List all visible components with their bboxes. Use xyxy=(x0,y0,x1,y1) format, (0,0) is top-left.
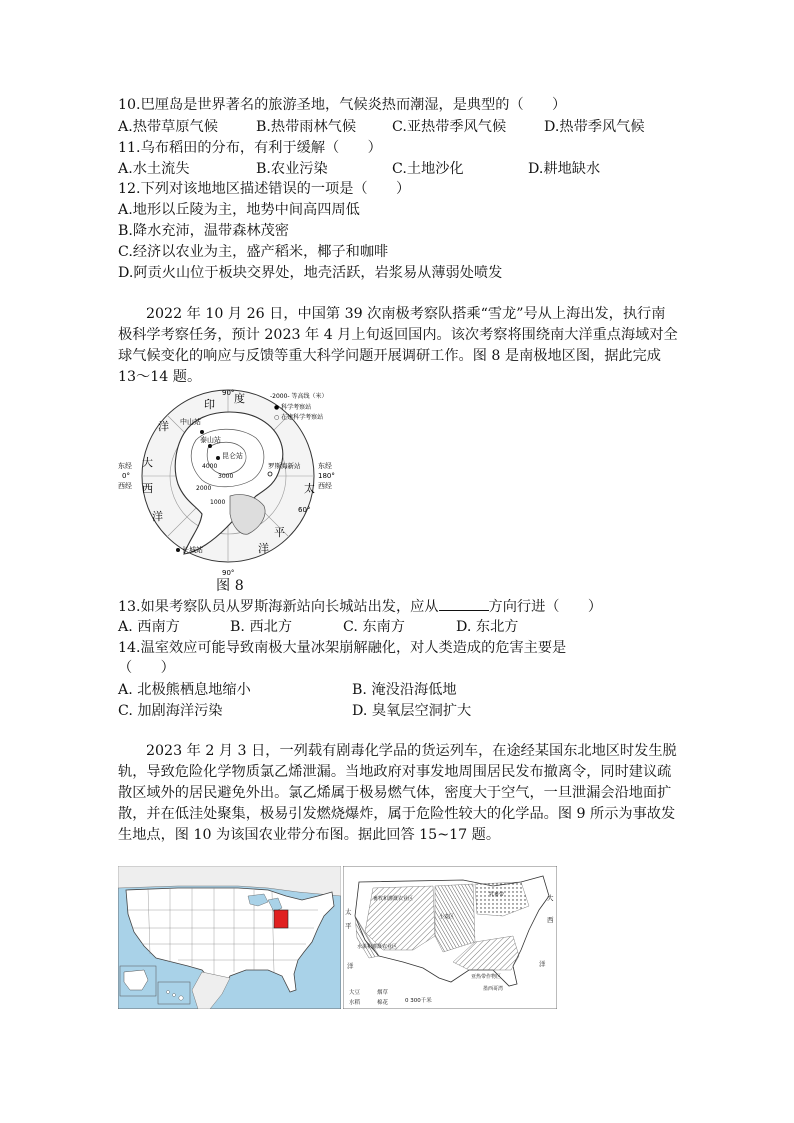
q14-option-d: D. 臭氧层空洞扩大 xyxy=(352,703,472,719)
contour-4000: 4000 xyxy=(202,463,218,470)
q14-stem: 14.温室效应可能导致南极大量冰架崩解融化，对人类造成的危害主要是 xyxy=(118,640,567,656)
contour-2000: 2000 xyxy=(196,485,212,492)
usa-states-map xyxy=(118,866,341,1009)
agri-label-dairy: 乳畜带 xyxy=(489,892,505,898)
q11-option-d: D.耕地缺水 xyxy=(528,161,601,177)
agri-ocean-yang-w: 洋 xyxy=(347,962,354,970)
agri-label-fruit: 水果和灌溉农业区 xyxy=(357,944,398,950)
legend-tobacco: 烟草 xyxy=(377,990,389,996)
agri-ocean-da: 大 xyxy=(547,894,554,902)
q10-stem: 10.巴厘岛是世界著名的旅游圣地，气候炎热而潮湿，是典型的（ ） xyxy=(118,97,567,113)
ocean-tai: 太 xyxy=(304,482,315,495)
passage-derailment: 2023 年 2 月 3 日，一列载有剧毒化学品的货运列车，在途经某国东北地区时发生脱轨，导致危险化学物质氯乙烯泄漏。当地政府对事发地周围居民发布撤离令，同时建议疏散区域外的居民避免外出。氯乙烯属于极易燃气体，密度大于空气，一旦泄漏会沿地面扩散，并在低洼处聚集，极易引发燃烧爆炸，属于危险性较大的化学品。图 9 所示为事故发生地点，图 10 为该国农业带分布图。据此回答 15~17 题。 xyxy=(118,743,677,843)
q12-option-d: D.阿贡火山位于板块交界处，地壳活跃，岩浆易从薄弱处喷发 xyxy=(118,265,503,281)
legend-station: ● 科学考察站 xyxy=(274,404,312,411)
q12-option-c: C.经济以农业为主，盛产稻米，椰子和咖啡 xyxy=(118,244,389,260)
agri-ocean-yang-e: 洋 xyxy=(539,960,546,968)
label-west-right: 西经 xyxy=(318,482,332,490)
agri-label-ranching: 畜牧和灌溉农业区 xyxy=(373,896,414,902)
station-changcheng: 长城站 xyxy=(182,546,203,554)
ohio-accident-state xyxy=(274,910,288,928)
q12-option-a: A.地形以丘陵为主，地势中间高四周低 xyxy=(118,202,360,218)
label-west-left: 西经 xyxy=(118,482,132,490)
label-90-top: 90° xyxy=(222,389,235,397)
antarctica-map xyxy=(118,388,358,578)
q14-paren: （ ） xyxy=(118,660,175,676)
ocean-ping: 平 xyxy=(274,526,285,539)
q13-stem xyxy=(118,596,602,617)
agri-label-subtropical: 亚热带作物区 xyxy=(471,974,502,980)
contour-3000: 3000 xyxy=(218,473,234,480)
q12-stem: 12.下列对该地地区描述错误的一项是（ ） xyxy=(118,181,411,197)
agri-label-gulf: 墨西哥湾 xyxy=(483,986,504,992)
contour-1000: 1000 xyxy=(210,499,226,506)
legend-cotton: 棉花 xyxy=(377,1000,389,1006)
ocean-da: 大 xyxy=(142,456,153,469)
q13-option-a: A. 西南方 xyxy=(118,619,180,635)
ocean-yang-3: 洋 xyxy=(258,542,269,555)
q13-stem-b: 方向行进（ ） xyxy=(488,599,603,615)
q10-option-a: A.热带草原气候 xyxy=(118,119,218,135)
q12-option-b: B.降水充沛，温带森林茂密 xyxy=(118,223,289,239)
ocean-yang-1: 洋 xyxy=(158,420,169,433)
q11-option-b: B.农业污染 xyxy=(256,161,328,177)
label-90-bottom: 90° xyxy=(222,569,235,577)
agri-ocean-ping: 平 xyxy=(345,922,352,930)
ocean-xi: 西 xyxy=(142,482,153,495)
q11-stem: 11.乌布稻田的分布，有利于缓解（ ） xyxy=(118,140,382,156)
q14-option-c: C. 加剧海洋污染 xyxy=(118,703,223,719)
label-60: 60° xyxy=(298,506,311,514)
label-0: 0° xyxy=(122,472,130,480)
q10-option-d: D.热带季风气候 xyxy=(544,119,645,135)
agri-ocean-xi: 西 xyxy=(547,916,554,924)
q10-option-b: B.热带雨林气候 xyxy=(256,119,357,135)
agri-label-wheat: 小麦区 xyxy=(439,914,455,920)
ocean-yang-2: 洋 xyxy=(152,510,163,523)
q11-option-c: C.土地沙化 xyxy=(392,161,464,177)
label-180: 180° xyxy=(318,472,335,480)
figure-8-caption: 图 8 xyxy=(216,578,244,594)
usa-agriculture-map xyxy=(343,866,557,1009)
ocean-yin: 印 xyxy=(204,398,215,411)
q13-option-d: D. 东北方 xyxy=(456,619,519,635)
station-kunlun: 昆仑站 xyxy=(222,452,243,460)
legend-contour: -2000- 等高线（米） xyxy=(270,393,328,400)
q11-option-a: A.水土流失 xyxy=(118,161,190,177)
label-east-right: 东经 xyxy=(318,462,332,470)
ocean-du: 度 xyxy=(234,392,245,405)
legend-rice: 水稻 xyxy=(349,1000,361,1006)
q14-option-a: A. 北极熊栖息地缩小 xyxy=(118,682,251,698)
station-ross-sea: 罗斯海新站 xyxy=(268,462,301,470)
q10-option-c: C.亚热带季风气候 xyxy=(392,119,507,135)
agri-scale: 0 300千米 xyxy=(405,998,432,1004)
q13-stem-a: 13.如果考察队员从罗斯海新站向长城站出发，应从 xyxy=(118,599,439,615)
agri-ocean-tai: 太 xyxy=(345,908,352,916)
q14-option-b: B. 淹没沿海低地 xyxy=(352,682,457,698)
label-east-left: 东经 xyxy=(118,462,132,470)
legend-planned: ○ 在建科学考察站 xyxy=(274,414,324,421)
q13-option-c: C. 东南方 xyxy=(343,619,405,635)
legend-soybean: 大豆 xyxy=(349,990,361,996)
passage-antarctica: 2022 年 10 月 26 日，中国第 39 次南极考察队搭乘“雪龙”号从上海出发，执行南极科学考察任务，预计 2023 年 4 月上旬返回国内。该次考察将围绕南大洋重点海域对全球气候变化的响应与反馈等重大科学问题开展调研工作。图 8 是南极地区图，据此完成 13～14 题。 xyxy=(118,306,678,385)
q13-option-b: B. 西北方 xyxy=(230,619,293,635)
q13-answer-blank xyxy=(439,596,489,611)
station-taishan: 泰山站 xyxy=(200,436,221,444)
station-zhongshan: 中山站 xyxy=(180,418,201,426)
